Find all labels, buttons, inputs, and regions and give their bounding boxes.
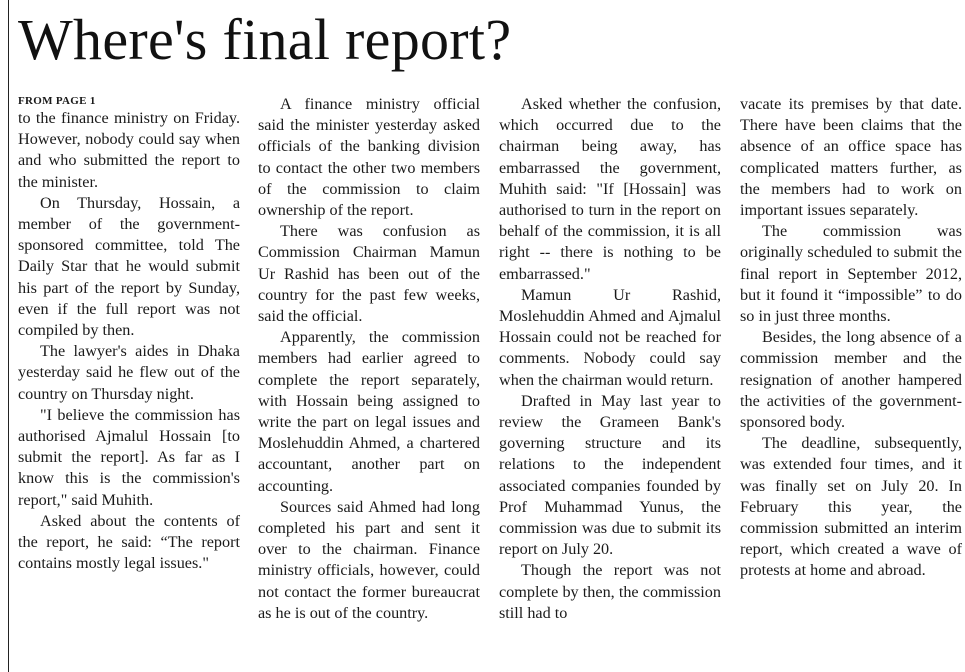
paragraph: to the finance ministry on Friday. However, nobody could say when and who submitted the report to the minister. [18, 109, 240, 191]
paragraph: Apparently, the commission members had earlier agreed to complete the report separately, with Hossain being assigned to write the part on legal issues and Moslehuddin Ahmed, a chartered accountant, another part on accounting. [258, 328, 480, 495]
paragraph: On Thursday, Hossain, a member of the government-sponsored committee, told The Daily Star that he would submit his part of the report by Sunday, even if the full report was not compiled by then. [18, 193, 240, 340]
paragraph: Besides, the long absence of a commission member and the resignation of another hampered the activities of the government-sponsored body. [740, 328, 962, 432]
article-column-1 [18, 94, 240, 574]
jump-label: FROM PAGE 1 [18, 95, 96, 107]
headline: Where's final report? [18, 7, 512, 72]
paragraph: vacate its premises by that date. There have been claims that the absence of an office space has complicated matters further, as the members had to work on important issues separately. [740, 95, 962, 220]
paragraph: "I believe the commission has authorised Ajmalul Hossain [to submit the report]. As far as I know this is the commission's report," said Muhith. [18, 405, 240, 509]
paragraph: A finance ministry official said the minister yesterday asked officials of the banking division to contact the other two members of the commission to claim ownership of the report. [258, 95, 480, 220]
paragraph: Asked whether the confusion, which occurred due to the chairman being away, has embarrassed the government, Muhith said: "If [Hossain] was authorised to turn in the report on behalf of the commission, it is all right -- there is nothing to be embarrassed." [499, 95, 721, 283]
paragraph: Mamun Ur Rashid, Moslehuddin Ahmed and Ajmalul Hossain could not be reached for comments. Nobody could say when the chairman would return. [499, 285, 721, 389]
paragraph: Asked about the contents of the report, he said: “The report contains mostly legal issues." [18, 511, 240, 573]
paragraph: Though the report was not complete by then, the commission still had to [499, 561, 721, 622]
column-rule [8, 0, 9, 672]
paragraph: The deadline, subsequently, was extended four times, and it was finally set on July 20. In February this year, the commission submitted an interim report, which created a wave of protests at home and abroad. [740, 434, 962, 580]
paragraph: The commission was originally scheduled to submit the final report in September 2012, but it found it “impossible” to do so in just three months. [740, 222, 962, 326]
paragraph: Drafted in May last year to review the Grameen Bank's governing structure and its relations to the independent associated companies founded by Prof Muhammad Yunus, the commission was due to submit its report on July 20. [499, 391, 721, 559]
paragraph: There was confusion as Commission Chairman Mamun Ur Rashid has been out of the country for the past few weeks, said the official. [258, 222, 480, 326]
article-column-3 [499, 94, 721, 624]
article-column-2 [258, 94, 480, 624]
article-column-4 [740, 94, 962, 582]
paragraph: Sources said Ahmed had long completed his part and sent it over to the chairman. Finance ministry officials, however, could not contact the former bureaucrat as he is out of the country. [258, 497, 480, 622]
paragraph: The lawyer's aides in Dhaka yesterday said he flew out of the country on Thursday night. [18, 342, 240, 403]
